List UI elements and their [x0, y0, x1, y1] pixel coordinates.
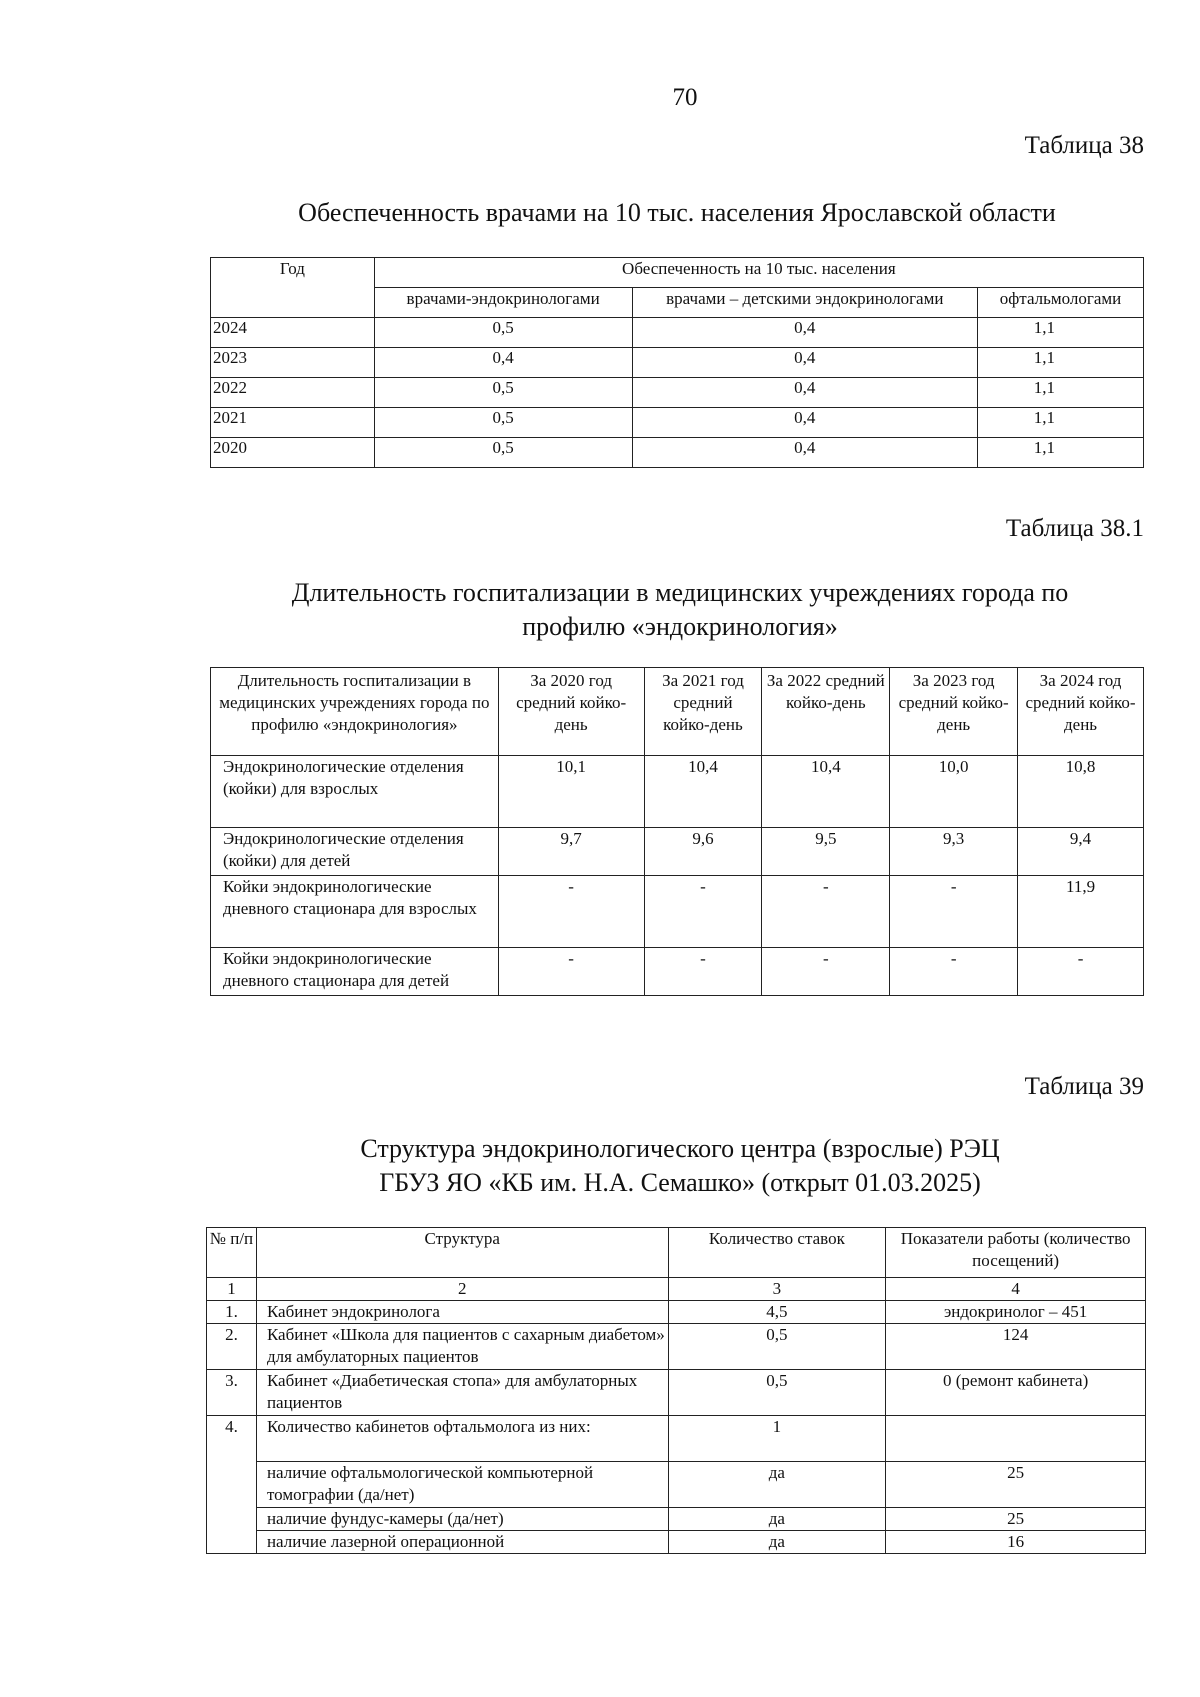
- table-row: [211, 408, 1144, 438]
- value-cell: 0,4: [632, 438, 978, 468]
- row-rates: да: [668, 1508, 886, 1531]
- table-38-1-title: [160, 576, 1200, 645]
- row-structure: наличие лазерной операционной: [256, 1531, 668, 1554]
- value-cell: 1,1: [978, 378, 1144, 408]
- row-num: 3.: [207, 1370, 257, 1416]
- value-cell: 0,4: [632, 378, 978, 408]
- title-line-2: профилю «эндокринология»: [522, 612, 838, 642]
- row-structure: наличие фундус-камеры (да/нет): [256, 1508, 668, 1531]
- table-39-title: [160, 1132, 1200, 1201]
- header-structure: Структура: [256, 1228, 668, 1278]
- value-cell: 9,4: [1018, 828, 1144, 876]
- header-num: № п/п: [207, 1228, 257, 1278]
- value-cell: 10,4: [762, 756, 890, 828]
- table-39-caption: Таблица 39: [1024, 1073, 1144, 1100]
- header-group: Обеспеченность на 10 тыс. населения: [374, 258, 1143, 288]
- table-row: [211, 756, 1144, 828]
- value-cell: 11,9: [1018, 876, 1144, 948]
- value-cell: 0,5: [374, 378, 632, 408]
- table-38-1-caption: Таблица 38.1: [1005, 515, 1144, 542]
- table-row: [207, 1462, 1146, 1508]
- column-numbers-row: [207, 1278, 1146, 1301]
- row-label: Койки эндокринологические дневного стационара для взрослых: [211, 876, 499, 948]
- row-structure: Количество кабинетов офтальмолога из них:: [256, 1416, 668, 1462]
- value-cell: 0,4: [632, 408, 978, 438]
- table-row: [211, 378, 1144, 408]
- table-row: [211, 828, 1144, 876]
- header-year: Год: [211, 258, 375, 318]
- header-rates: Количество ставок: [668, 1228, 886, 1278]
- row-indicators: 0 (ремонт кабинета): [886, 1370, 1146, 1416]
- table-row: [207, 1324, 1146, 1370]
- value-cell: -: [644, 876, 762, 948]
- row-rates: 4,5: [668, 1301, 886, 1324]
- header-endo: врачами-эндокринологами: [374, 288, 632, 318]
- title-line-1: Длительность госпитализации в медицинских учреждениях города по: [291, 578, 1069, 607]
- table-row: [207, 1301, 1146, 1324]
- value-cell: -: [498, 876, 644, 948]
- value-cell: -: [762, 876, 890, 948]
- value-cell: 1,1: [978, 438, 1144, 468]
- title-line-2: ГБУЗ ЯО «КБ им. Н.А. Семашко» (открыт 01.03.2025): [379, 1168, 981, 1198]
- table-row: [207, 1370, 1146, 1416]
- value-cell: 1,1: [978, 408, 1144, 438]
- row-indicators: эндокринолог – 451: [886, 1301, 1146, 1324]
- value-cell: 1,1: [978, 348, 1144, 378]
- col-number: 2: [256, 1278, 668, 1301]
- row-num: 4.: [207, 1416, 257, 1554]
- value-cell: -: [644, 948, 762, 996]
- value-cell: 10,0: [890, 756, 1018, 828]
- value-cell: 1,1: [978, 318, 1144, 348]
- page-number: 70: [672, 84, 698, 111]
- header-2020: За 2020 год средний койко-день: [498, 668, 644, 756]
- year-cell: 2023: [211, 348, 375, 378]
- row-indicators: 16: [886, 1531, 1146, 1554]
- table-38-caption: Таблица 38: [1024, 132, 1144, 159]
- row-indicators: [886, 1416, 1146, 1462]
- header-2021: За 2021 год средний койко-день: [644, 668, 762, 756]
- row-rates: 1: [668, 1416, 886, 1462]
- col-number: 3: [668, 1278, 886, 1301]
- year-cell: 2020: [211, 438, 375, 468]
- row-indicators: 124: [886, 1324, 1146, 1370]
- header-duration: Длительность госпитализации в медицинских учреждениях города по профилю «эндокринология»: [211, 668, 499, 756]
- table-row: [211, 438, 1144, 468]
- row-rates: да: [668, 1462, 886, 1508]
- table-row: [211, 318, 1144, 348]
- col-number: 1: [207, 1278, 257, 1301]
- col-number: 4: [886, 1278, 1146, 1301]
- row-rates: 0,5: [668, 1324, 886, 1370]
- value-cell: 9,6: [644, 828, 762, 876]
- table-38-title: Обеспеченность врачами на 10 тыс. населения Ярославской области: [298, 198, 1056, 227]
- value-cell: 9,7: [498, 828, 644, 876]
- value-cell: 9,5: [762, 828, 890, 876]
- table-38-1: [210, 667, 1144, 996]
- row-rates: 0,5: [668, 1370, 886, 1416]
- row-rates: да: [668, 1531, 886, 1554]
- row-structure: наличие офтальмологической компьютерной томографии (да/нет): [256, 1462, 668, 1508]
- table-row: [211, 948, 1144, 996]
- row-structure: Кабинет «Диабетическая стопа» для амбулаторных пациентов: [256, 1370, 668, 1416]
- value-cell: 0,4: [632, 348, 978, 378]
- row-label: Эндокринологические отделения (койки) для взрослых: [211, 756, 499, 828]
- value-cell: -: [1018, 948, 1144, 996]
- value-cell: 0,4: [374, 348, 632, 378]
- row-label: Койки эндокринологические дневного стационара для детей: [211, 948, 499, 996]
- value-cell: 0,4: [632, 318, 978, 348]
- value-cell: 9,3: [890, 828, 1018, 876]
- value-cell: -: [890, 876, 1018, 948]
- header-2023: За 2023 год средний койко-день: [890, 668, 1018, 756]
- value-cell: 0,5: [374, 438, 632, 468]
- value-cell: -: [762, 948, 890, 996]
- row-structure: Кабинет эндокринолога: [256, 1301, 668, 1324]
- table-row: [207, 1416, 1146, 1462]
- value-cell: -: [890, 948, 1018, 996]
- year-cell: 2021: [211, 408, 375, 438]
- table-row: [211, 348, 1144, 378]
- value-cell: -: [498, 948, 644, 996]
- row-indicators: 25: [886, 1462, 1146, 1508]
- header-ophth: офтальмологами: [978, 288, 1144, 318]
- table-row: [207, 1531, 1146, 1554]
- value-cell: 0,5: [374, 408, 632, 438]
- year-cell: 2022: [211, 378, 375, 408]
- table-row: [211, 876, 1144, 948]
- row-label: Эндокринологические отделения (койки) для детей: [211, 828, 499, 876]
- header-2024: За 2024 год средний койко-день: [1018, 668, 1144, 756]
- value-cell: 10,1: [498, 756, 644, 828]
- value-cell: 0,5: [374, 318, 632, 348]
- header-2022: За 2022 средний койко-день: [762, 668, 890, 756]
- header-child-endo: врачами – детскими эндокринологами: [632, 288, 978, 318]
- value-cell: 10,8: [1018, 756, 1144, 828]
- row-structure: Кабинет «Школа для пациентов с сахарным диабетом» для амбулаторных пациентов: [256, 1324, 668, 1370]
- table-38: [210, 257, 1144, 468]
- year-cell: 2024: [211, 318, 375, 348]
- table-row: [207, 1508, 1146, 1531]
- title-line-1: Структура эндокринологического центра (взрослые) РЭЦ: [360, 1134, 1000, 1163]
- value-cell: 10,4: [644, 756, 762, 828]
- header-indicators: Показатели работы (количество посещений): [886, 1228, 1146, 1278]
- row-num: 1.: [207, 1301, 257, 1324]
- table-39: [206, 1227, 1146, 1554]
- row-indicators: 25: [886, 1508, 1146, 1531]
- row-num: 2.: [207, 1324, 257, 1370]
